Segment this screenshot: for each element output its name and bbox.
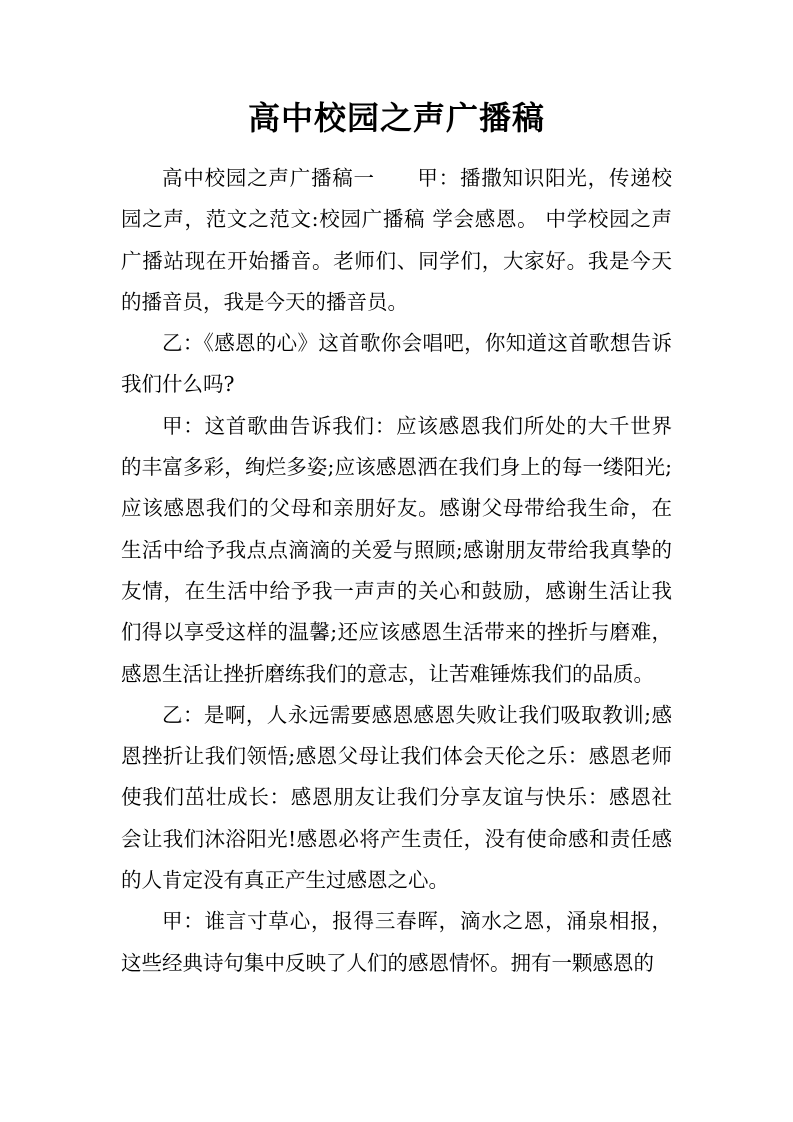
paragraph: 乙：是啊，人永远需要感恩感恩失败让我们吸取教训;感恩挫折让我们领悟;感恩父母让我们体会天伦之乐：感恩老师使我们茁壮成长：感恩朋友让我们分享友谊与快乐：感恩社会让我们沐浴阳光!感恩必将产生责任，没有使命感和责任感的人肯定没有真正产生过感恩之心。 bbox=[121, 702, 672, 893]
paragraph: 甲：谁言寸草心，报得三春晖，滴水之恩，涌泉相报，这些经典诗句集中反映了人们的感恩情怀。拥有一颗感恩的 bbox=[121, 909, 672, 975]
paragraph: 高中校园之声广播稿一 甲：播撒知识阳光，传递校园之声，范文之范文:校园广播稿 学会感恩。 中学校园之声广播站现在开始播音。老师们、同学们，大家好。我是今天的播音员，我是今天的播音员。 bbox=[121, 166, 672, 314]
paragraph: 乙：《感恩的心》这首歌你会唱吧，你知道这首歌想告诉我们什么吗? bbox=[121, 331, 672, 397]
document-body bbox=[121, 158, 672, 984]
document-title: 高中校园之声广播稿 bbox=[247, 99, 545, 137]
paragraph: 甲：这首歌曲告诉我们：应该感恩我们所处的大千世界的丰富多彩，绚烂多姿;应该感恩洒在我们身上的每一缕阳光;应该感恩我们的父母和亲朋好友。感谢父母带给我生命，在生活中给予我点点滴滴的关爱与照顾;感谢朋友带给我真挚的友情，在生活中给予我一声声的关心和鼓励，感谢生活让我们得以享受这样的温馨;还应该感恩生活带来的挫折与磨难，感恩生活让挫折磨练我们的意志，让苦难锤炼我们的品质。 bbox=[121, 413, 672, 686]
